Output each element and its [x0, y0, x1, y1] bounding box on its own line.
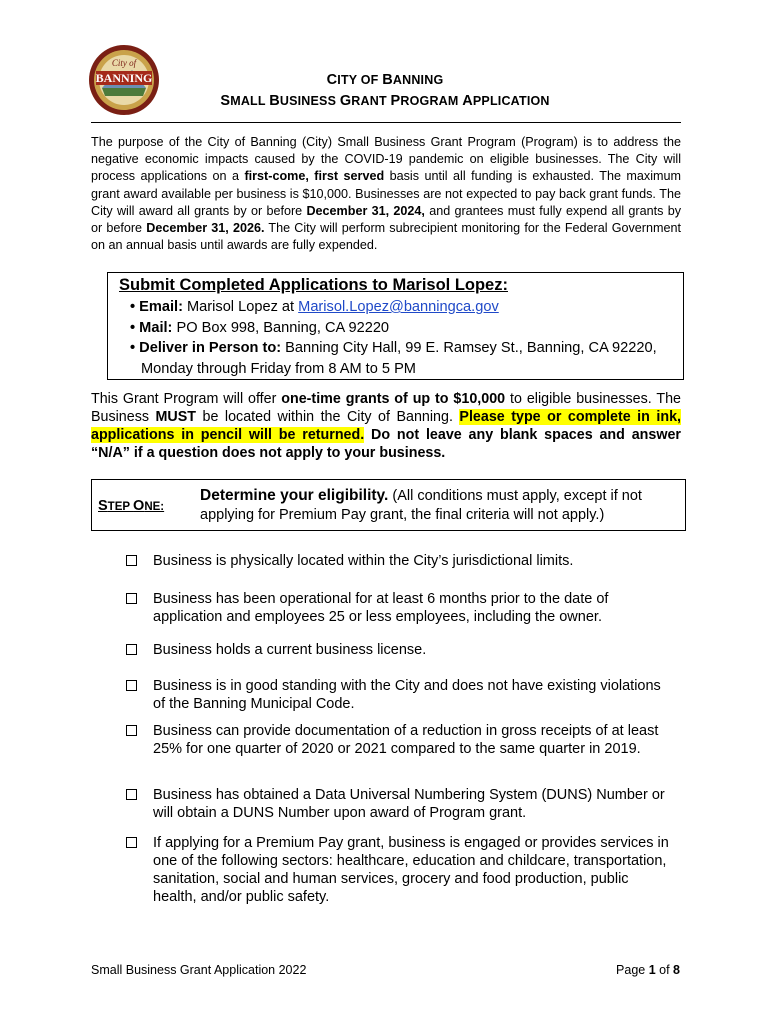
- checkbox[interactable]: [126, 593, 137, 604]
- document-title-line1: CITY OF BANNING: [326, 72, 444, 88]
- checkbox[interactable]: [126, 644, 137, 655]
- step-one-description: Determine your eligibility. (All conditions must apply, except if not applying for Premium Pay grant, the final criteria will not apply.): [200, 487, 642, 523]
- submit-instructions-box: [107, 272, 684, 380]
- step-one-label: STEP ONE:: [98, 498, 165, 514]
- checkbox[interactable]: [126, 725, 137, 736]
- email-link[interactable]: Marisol.Lopez@banningca.gov: [298, 299, 499, 315]
- grant-paragraph: This Grant Program will offer one-time grants of up to $10,000 to eligible businesses. The Business MUST be located within the City of Banning. Please type or complete in ink, applications in pencil will be returned. Do not leave any blank spaces and answer “N/A” if a question does not apply to your business.: [91, 391, 682, 461]
- pencil-warning-highlight: Please type or complete in ink, applications in pencil will be returned.: [91, 409, 682, 443]
- submit-email-item: • Email: Marisol Lopez at Marisol.Lopez@banningca.gov: [130, 299, 499, 315]
- header-divider: [91, 122, 681, 123]
- checkbox[interactable]: [126, 680, 137, 691]
- checkbox[interactable]: [126, 837, 137, 848]
- submit-in-person-item: • Deliver in Person to: Banning City Hall, 99 E. Ramsey St., Banning, CA 92220, Monday through Friday from 8 AM to 5 PM: [130, 340, 657, 377]
- checkbox[interactable]: [126, 555, 137, 566]
- checkbox[interactable]: [126, 789, 137, 800]
- svg-text:City of: City of: [111, 58, 137, 68]
- svg-text:BANNING: BANNING: [95, 71, 153, 85]
- submit-mail-item: • Mail: PO Box 998, Banning, CA 92220: [130, 319, 390, 336]
- page-number: Page 1 of 8: [616, 963, 680, 977]
- document-title-line2: SMALL BUSINESS GRANT PROGRAM APPLICATION: [220, 93, 550, 109]
- step-one-box: [91, 479, 686, 531]
- intro-paragraph: The purpose of the City of Banning (City) Small Business Grant Program (Program) is to address the negative economic impacts caused by the COVID-19 pandemic on eligible businesses. The City will process applications on a first-come, first served basis until all funding is exhausted. The maximum grant award available per business is $10,000. Businesses are not expected to pay back grant funds. The City will award all grants by or before December 31, 2024, and grantees must fully expend all grants by or before December 31, 2026. The City will perform subrecipient monitoring for the Federal Government on an annual basis until awards are fully expended.: [91, 135, 682, 253]
- submit-title: Submit Completed Applications to Marisol Lopez:: [119, 276, 508, 294]
- footer-title: Small Business Grant Application 2022: [91, 963, 307, 977]
